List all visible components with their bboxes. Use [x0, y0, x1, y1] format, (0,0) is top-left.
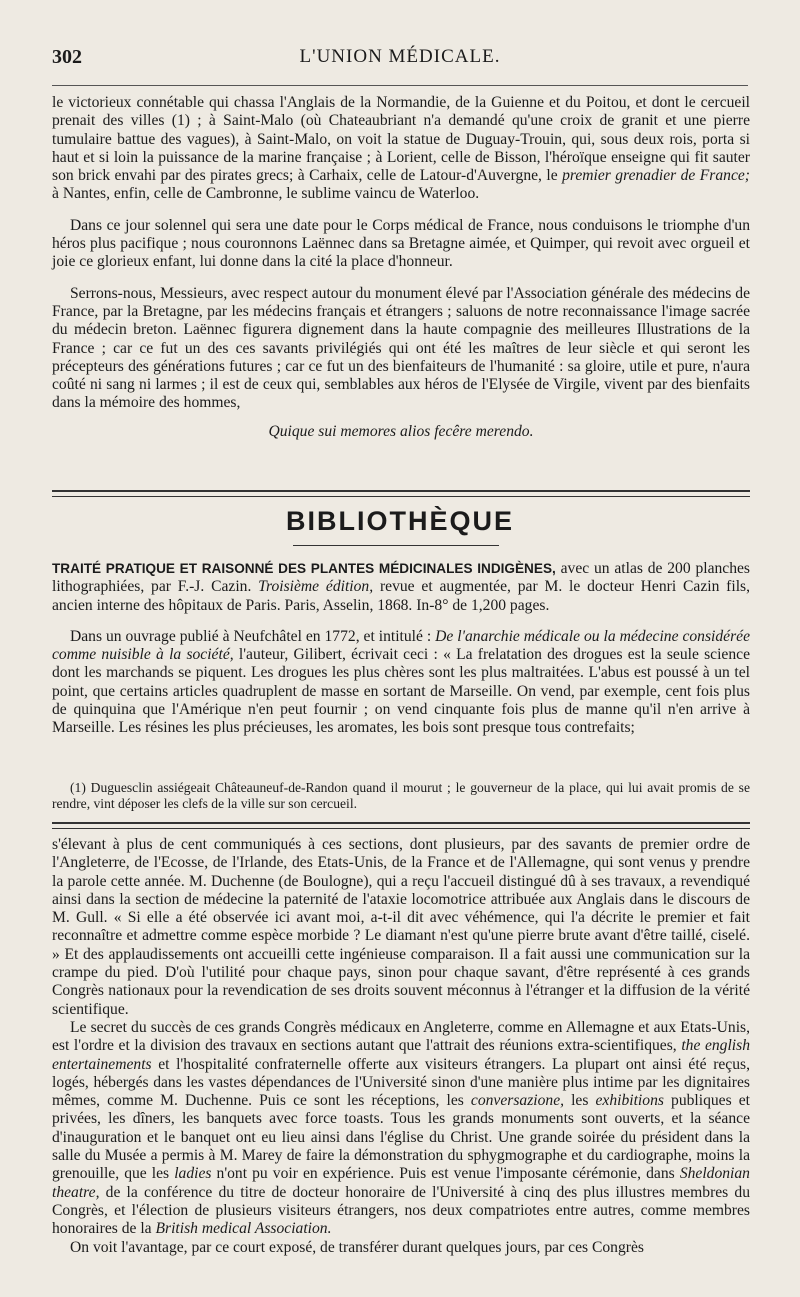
section-title: BIBLIOTHÈQUE [285, 506, 514, 536]
section-title-rule [293, 545, 499, 546]
text-run: revue et augmentée, par M. le docteur Henri Cazin fils, ancien interne des hôpitaux de Paris. Paris, Asselin, 1868. In-8° de 1,200 pages. [52, 578, 751, 614]
text-run: Dans un ouvrage publié à Neufchâtel en 1772, et intitulé : [70, 627, 432, 645]
book-title: TRAITÉ PRATIQUE ET RAISONNÉ DES PLANTES MÉDICINALES INDIGÈNES, [52, 561, 556, 576]
bleed-paragraph: s'élevant à plus de cent communiqués à ces sections, dont plusieurs, par des savants de premier ordre de l'Angleterre, de l'Ecosse, de l'Irlande, des Etats-Unis, de la France et de l'Allemagne, qui sont venus y prendre la parole cette année. M. Duchenne (de Boulogne), qui a reçu l'accueil distingué dû à ses travaux, a revendiqué ainsi dans la section de médecine la paternité de l'ataxie locomotrice attribuée aux Anglais dans le discours de M. Gull. « Si elle a été observée ici avant moi, a-t-il dit avec véhémence, qui l'a décrite le premier et fait reconnaître et admettre comme espèce morbide ? Le diamant n'est qu'une pierre brute avant d'être taillé, ciselé. » Et des applaudissements ont accueilli cette ingénieuse comparaison. Il a fait aussi une communication sur la crampe du pied. D'où l'utilité pour chaque pays, sinon pour chaque savant, d'être représenté à ces grands Congrès nationaux pour la revendication de ses droits souvent méconnus à l'étranger et la diffusion de la vérité scientifique. [52, 836, 750, 1018]
review-body [52, 560, 750, 738]
text-run: Le secret du succès de ces grands Congrès médicaux en Angleterre, comme en Allemagne et aux Etats-Unis, est l'ordre et la division des travaux en sections autant que l'attrait des réunions extra-scientifiques, [52, 1018, 750, 1055]
text-run: à Nantes, enfin, celle de Cambronne, le sublime vaincu de Waterloo. [52, 185, 480, 203]
section-divider [52, 490, 750, 497]
article-paragraph: Dans ce jour solennel qui sera une date pour le Corps médical de France, nous conduisons le triomphe d'un héros plus pacifique ; nous couronnons Laënnec dans sa Bretagne aimée, et Quimper, qui revoit avec orgueil et joie ce glorieux enfant, lui donne dans la cité la place d'honneur. [52, 216, 750, 271]
review-heading [52, 560, 750, 615]
running-header [52, 46, 748, 76]
italic-run: ladies [174, 1165, 212, 1183]
text-run: le victorieux connétable qui chassa l'Anglais de la Normandie, de la Guienne et du Poitou, et dont le cercueil prenait des villes (1) ; à Saint-Malo (où Chateaubriant n'a demandé qu'une croix de granit et une pierre tumulaire battue des vagues), à Saint-Malo, on voit la statue de Duguay-Trouin, qui, sous deux rois, porta si haut et si loin la puissance de la marine française ; à Lorient, celle de Bisson, l'héroïque enseigne qui fit sauter son brick envahi par des pirates grecs; à Carhaix, celle de Latour-d'Auvergne, le [52, 94, 750, 185]
article-paragraph: Serrons-nous, Messieurs, avec respect autour du monument élevé par l'Association générale des médecins de France, par la Bretagne, par les médecins français et étrangers ; saluons de notre reconnaissance l'image sacrée du médecin breton. Laënnec figurera dignement dans la haute compagnie des meilleures Illustrations de la France ; car ce fut un des ces savants privilégiés qui ont été les maîtres de leur siècle et qui seront les précepteurs des générations futures ; car ce fut un des bienfaiteurs de l'humanité : sa gloire, utile et pure, n'aura coûté ni sang ni larmes ; il est de ceux qui, semblables aux héros de l'Elysée de Virgile, vivent par des bienfaits dans la mémoire des hommes, [52, 284, 750, 412]
italic-run: De l'anarchie médicale ou la médecine considérée comme nuisible à la société, [52, 627, 750, 664]
bleed-paragraph [52, 1019, 750, 1239]
bleed-through-body [52, 836, 750, 1257]
italic-run: Troisième édition, [258, 578, 374, 596]
text-run: et l'hospitalité confraternelle offerte aux visiteurs étrangers. La plupart ont ainsi été reçus, logés, hébergés dans les vastes dépendances de l'Université sinon d'une manière plus intime par les dignitaires mêmes, comme M. Duchenne. Puis ce sont les réceptions, les [52, 1055, 750, 1110]
text-run: publiques et privées, les dîners, les banquets avec force toasts. Tous les grands monuments sont ouverts, et la séance d'inauguration et le banquet ont eu lieu ainsi dans l'église du Christ. Une grande soirée du président dans la salle du Musée a permis à M. Marey de faire la démonstration du sphygmographe et du cardiographe, moins la grenouille, que les [52, 1092, 750, 1183]
italic-run: British medical Association. [155, 1220, 332, 1238]
page-number: 302 [52, 46, 82, 68]
article-paragraph [52, 94, 750, 204]
footnote-text: (1) Duguesclin assiégeait Châteauneuf-de-Randon quand il mourut ; le gouverneur de la place, qui lui avait promis de se rendre, vint déposer les clefs de la ville sur son cercueil. [52, 780, 750, 811]
page-fold-divider [52, 822, 750, 829]
latin-quote: Quique sui memores alios fecêre merendo. [268, 422, 534, 440]
italic-run: premier grenadier de France; [562, 167, 750, 185]
text-run: de la conférence du titre de docteur honoraire de l'Université à cinq des plus illustres membres du Congrès, et l'élection de plusieurs visiteurs étrangers, nos deux compatriotes entre autres, comme membres honoraires de la [52, 1183, 751, 1238]
italic-run: conversazione, [470, 1092, 565, 1110]
bleed-paragraph: On voit l'avantage, par ce court exposé, de transférer durant quelques jours, par ces Congrès [70, 1238, 644, 1256]
footnote [52, 780, 750, 812]
text-run: n'ont pu voir en expérience. Puis est venue l'imposante cérémonie, dans [216, 1165, 675, 1183]
text-run: l'auteur, Gilibert, écrivait ceci : « La frelatation des drogues est la seule science dont les marchands se piquent. Les drogues les plus chères sont les plus maltraitées. L'abus est poussé à un tel point, que certains articles quadruplent de masse en sortant de Marseille. On vend, par exemple, cent fois plus de quinquina que l'Amérique n'en peut fournir ; on vend cinquante fois plus de manne qu'il n'en arrive à Marseille. Les résines les plus précieuses, les aromates, les bois sont presque tous contrefaits; [52, 646, 750, 737]
article-body [52, 94, 750, 441]
running-title: L'UNION MÉDICALE. [299, 46, 501, 67]
italic-run: the english entertainements [52, 1037, 751, 1073]
review-paragraph [52, 628, 750, 738]
italic-run: exhibitions [595, 1092, 664, 1110]
text-run: les [571, 1092, 589, 1110]
italic-run: Sheldonian theatre, [52, 1165, 750, 1201]
header-rule [52, 85, 748, 86]
text-run: avec un atlas de 200 planches lithographiées, par F.-J. Cazin. [52, 560, 751, 596]
